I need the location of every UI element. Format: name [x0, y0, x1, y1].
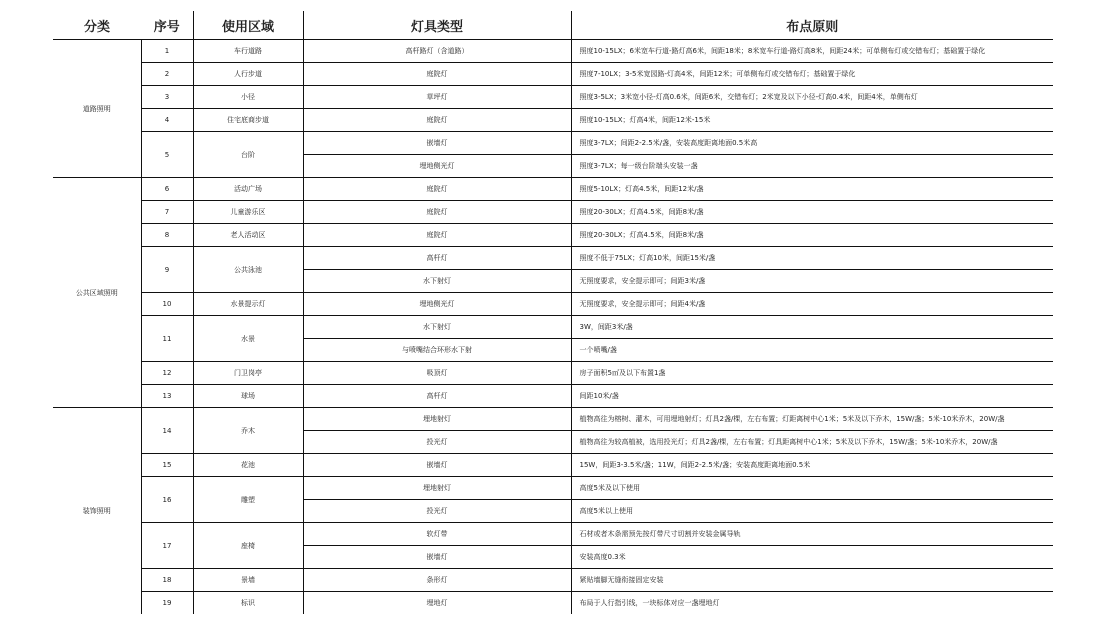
- row-type: 草坪灯: [303, 86, 571, 109]
- row-area: 球场: [193, 385, 303, 408]
- row-area: 小径: [193, 86, 303, 109]
- table-row: [53, 385, 1053, 408]
- row-rule: 照度20-30LX；灯高4.5米，间距8米/盏: [571, 201, 1053, 224]
- row-type: 埋地灯: [303, 592, 571, 615]
- row-rule: 安装高度0.3米: [571, 546, 1053, 569]
- table-row: [53, 132, 1053, 155]
- row-area: 活动广场: [193, 178, 303, 201]
- category-public: 公共区域照明: [53, 178, 141, 408]
- row-type: 埋地射灯: [303, 408, 571, 431]
- row-type: 埋地侧光灯: [303, 293, 571, 316]
- row-rule: 高度5米以上使用: [571, 500, 1053, 523]
- row-number: 10: [141, 293, 193, 316]
- row-area: 座椅: [193, 523, 303, 569]
- table-row: [53, 109, 1053, 132]
- row-type: 水下射灯: [303, 270, 571, 293]
- header-row: [53, 11, 1053, 40]
- row-area: 乔木: [193, 408, 303, 454]
- row-rule: 3W，间距3米/盏: [571, 316, 1053, 339]
- row-number: 12: [141, 362, 193, 385]
- row-rule: 植物高往为较高植被，选用投光灯；灯具2盏/棵，左右布置；灯具距离树中心1米；5米及以下乔木，15W/盏；5米-10米乔木，20W/盏: [571, 431, 1053, 454]
- row-type: 水下射灯: [303, 316, 571, 339]
- row-number: 16: [141, 477, 193, 523]
- row-rule: 房子面积5㎡及以下布置1盏: [571, 362, 1053, 385]
- row-number: 13: [141, 385, 193, 408]
- lighting-layout-table: [53, 11, 1053, 614]
- row-area: 景墙: [193, 569, 303, 592]
- table-row: [53, 454, 1053, 477]
- row-area: 车行道路: [193, 40, 303, 63]
- row-number: 17: [141, 523, 193, 569]
- row-rule: 照度5-10LX；灯高4.5米，间距12米/盏: [571, 178, 1053, 201]
- table-row: [53, 224, 1053, 247]
- row-number: 6: [141, 178, 193, 201]
- row-type: 高杆灯: [303, 247, 571, 270]
- row-rule: 紧贴墙脚无缝衔接固定安装: [571, 569, 1053, 592]
- table-row: [53, 86, 1053, 109]
- row-area: 人行步道: [193, 63, 303, 86]
- row-rule: 一个喷嘴/盏: [571, 339, 1053, 362]
- row-number: 11: [141, 316, 193, 362]
- row-number: 9: [141, 247, 193, 293]
- header-index: 序号: [141, 11, 193, 40]
- row-type: 庭院灯: [303, 178, 571, 201]
- row-type: 嵌墙灯: [303, 546, 571, 569]
- row-area: 水景提示灯: [193, 293, 303, 316]
- table-row: [53, 178, 1053, 201]
- row-rule: 高度5米及以下使用: [571, 477, 1053, 500]
- row-rule: 照度7-10LX；3-5米宽园路-灯高4米，间距12米；可单侧布灯或交错布灯；基础置于绿化: [571, 63, 1053, 86]
- row-area: 雕塑: [193, 477, 303, 523]
- row-rule: 石材或者木条需预先按灯带尺寸切割并安装金属导轨: [571, 523, 1053, 546]
- row-rule: 布局于人行指引线，一块标体对应一盏埋地灯: [579, 599, 720, 607]
- row-type: 庭院灯: [303, 109, 571, 132]
- row-rule: 照度20-30LX；灯高4.5米，间距8米/盏: [571, 224, 1053, 247]
- row-type: 埋地侧光灯: [303, 155, 571, 178]
- row-rule: 15W，间距3-3.5米/盏；11W，间距2-2.5米/盏；安装高度距离地面0.5米: [571, 454, 1053, 477]
- row-area: 水景: [193, 316, 303, 362]
- row-rule: 无照度要求，安全提示即可；间距4米/盏: [571, 293, 1053, 316]
- header-category: 分类: [53, 11, 141, 40]
- row-number: 14: [141, 408, 193, 454]
- row-type: 软灯带: [303, 523, 571, 546]
- table-row: [53, 247, 1053, 270]
- row-rule: 照度10-15LX；灯高4米，间距12米-15米: [571, 109, 1053, 132]
- row-rule: 照度3-7LX；间距2-2.5米/盏，安装高度距离地面0.5米高: [571, 132, 1053, 155]
- row-rule: 照度不低于75LX；灯高10米，间距15米/盏: [571, 247, 1053, 270]
- row-rule: 无照度要求，安全提示即可；间距3米/盏: [571, 270, 1053, 293]
- row-type: 埋地射灯: [303, 477, 571, 500]
- category-road: 道路照明: [53, 40, 141, 178]
- table-row: [53, 362, 1053, 385]
- row-type: 吸顶灯: [303, 362, 571, 385]
- row-area: 门卫岗亭: [193, 362, 303, 385]
- row-rule: 照度3-7LX；每一级台阶端头安装一盏: [571, 155, 1053, 178]
- row-area: 老人活动区: [193, 224, 303, 247]
- row-type: 嵌墙灯: [303, 132, 571, 155]
- row-rule: 照度10-15LX；6米宽车行道-路灯高6米，间距18米；8米宽车行道-路灯高8米，间距24米；可单侧布灯或交错布灯；基础置于绿化: [571, 40, 1053, 63]
- row-type: 投光灯: [303, 500, 571, 523]
- row-type: 投光灯: [303, 431, 571, 454]
- row-number: 1: [141, 40, 193, 63]
- row-type: 庭院灯: [303, 224, 571, 247]
- row-rule: 间距10米/盏: [571, 385, 1053, 408]
- table-row: [53, 523, 1053, 546]
- row-type: 条形灯: [303, 569, 571, 592]
- row-area: 儿童游乐区: [193, 201, 303, 224]
- table-row: [53, 40, 1053, 63]
- row-number: 5: [141, 132, 193, 178]
- row-type: 嵌墙灯: [303, 454, 571, 477]
- row-number: 7: [141, 201, 193, 224]
- row-type: 庭院灯: [303, 201, 571, 224]
- row-number: 15: [141, 454, 193, 477]
- row-area: 公共泳池: [193, 247, 303, 293]
- row-rule: 植物高往为榕树、灌木，可用埋地射灯；灯具2盏/棵，左右布置；灯距离树中心1米；5米及以下乔木，15W/盏；5米-10米乔木，20W/盏: [571, 408, 1053, 431]
- table-row: [53, 293, 1053, 316]
- header-area: 使用区域: [193, 11, 303, 40]
- category-decor: 装饰照明: [53, 408, 141, 615]
- header-rule: 布点原则: [571, 11, 1053, 40]
- row-type: 高杆路灯（含道路）: [303, 40, 571, 63]
- table-row: [53, 592, 1053, 615]
- header-type: 灯具类型: [303, 11, 571, 40]
- row-type: 高杆灯: [303, 385, 571, 408]
- row-number: 3: [141, 86, 193, 109]
- row-area: 台阶: [193, 132, 303, 178]
- row-number: 19: [141, 592, 193, 615]
- row-area: 花池: [193, 454, 303, 477]
- table-row: [53, 408, 1053, 431]
- table-row: [53, 63, 1053, 86]
- row-area: 住宅底商步道: [193, 109, 303, 132]
- row-number: 2: [141, 63, 193, 86]
- row-type: 与喷嘴结合环形水下射: [303, 339, 571, 362]
- row-number: 18: [141, 569, 193, 592]
- row-rule: 照度3-5LX；3米宽小径-灯高0.6米，间距6米，交错布灯；2米宽及以下小径-灯高0.4米，间距4米，单侧布灯: [571, 86, 1053, 109]
- row-type: 庭院灯: [303, 63, 571, 86]
- row-number: 8: [141, 224, 193, 247]
- row-area: 标识: [193, 592, 303, 615]
- table-row: [53, 477, 1053, 500]
- table-row: [53, 316, 1053, 339]
- table-row: [53, 201, 1053, 224]
- row-number: 4: [141, 109, 193, 132]
- table-row: [53, 569, 1053, 592]
